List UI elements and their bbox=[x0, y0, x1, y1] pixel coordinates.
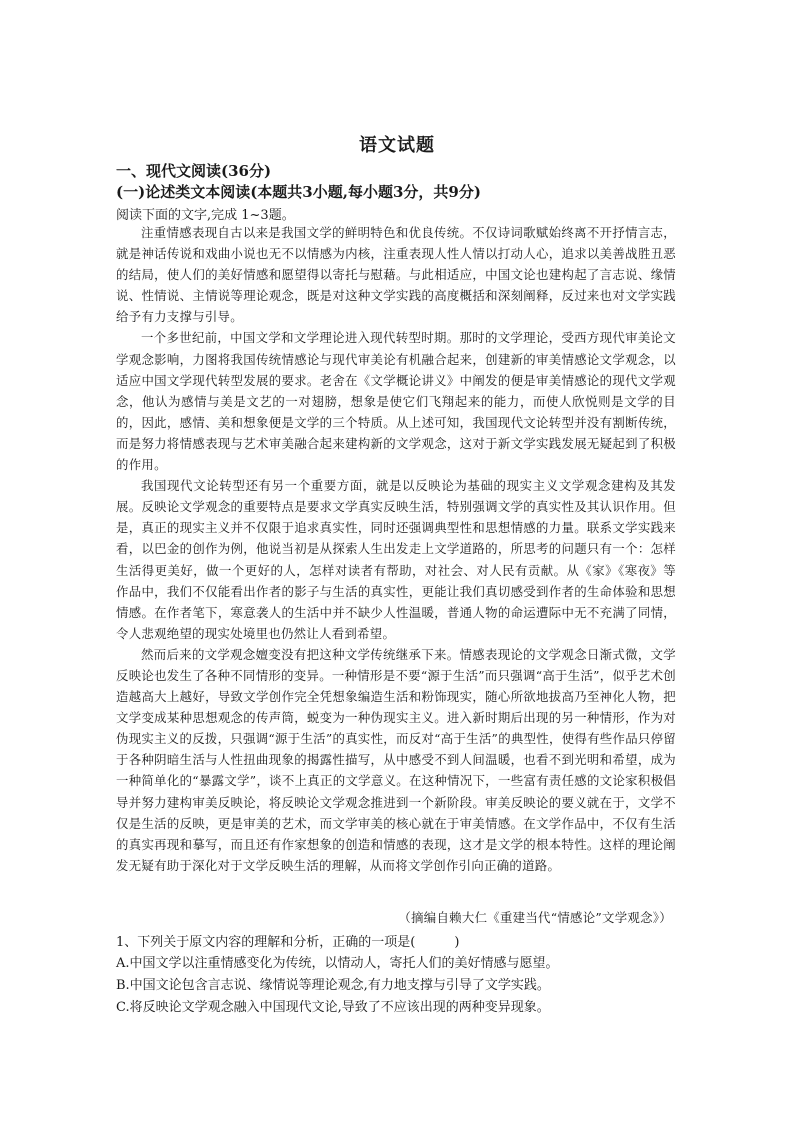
passage-paragraph: 我国现代文论转型还有另一个重要方面，就是以反映论为基础的现实主义文学观念建构及其发展。反映论文学观念的重要特点是要求文学真实反映生活，特别强调文学的真实性及其认识作用。但是，真正的现实主义并不仅限于追求真实性，同时还强调典型性和思想情感的力量。联系文学实践来看，以巴金的创作为例，他说当初是从探索人生出发走上文学道路的，所思考的问题只有一个：怎样生活得更美好，做一个更好的人，怎样对读者有帮助，对社会、对人民有贡献。从《家》《寒夜》等作品中，我们不仅能看出作者的影子与生活的真实性，更能让我们真切感受到作者的生命体验和思想情感。在作者笔下，寒意袭人的生活中并不缺少人性温暖，普通人物的命运遭际中无不充满了同情，令人悲观绝望的现实处境里也仍然让人看到希望。 bbox=[116, 478, 676, 641]
section-heading: 一、现代文阅读(36分) bbox=[116, 162, 272, 180]
reading-passage bbox=[116, 222, 676, 876]
option-a: A.中国文学以注重情感变化为传统，以情动人，寄托人们的美好情感与愿望。 bbox=[116, 956, 559, 971]
passage-source: （摘编自赖大仁《重建当代“情感论”文学观念》） bbox=[398, 910, 672, 925]
question-stem: 1、下列关于原文内容的理解和分析，正确的一项是( ) bbox=[116, 935, 460, 950]
subsection-heading: (一)论述类文本阅读(本题共3小题,每小题3分，共9分) bbox=[116, 183, 481, 201]
page-title: 语文试题 bbox=[359, 135, 435, 156]
passage-paragraph: 然而后来的文学观念嬗变没有把这种文学传统继承下来。情感表现论的文学观念日渐式微，文学反映论也发生了各种不同情形的变异。一种情形是不要“源于生活”而只强调“高于生活”，似乎艺术创造越高大上越好，导致文学创作完全凭想象编造生活和粉饰现实，随心所欲地拔高乃至神化人物，把文学变成某种思想观念的传声筒，蜕变为一种伪现实主义。进入新时期后出现的另一种情形，作为对伪现实主义的反拨，只强调“源于生活”的真实性，而反对“高于生活”的典型性，使得有些作品只停留于各种阴暗生活与人性扭曲现象的揭露性描写，从中感受不到人间温暖，也看不到光明和希望，成为一种简单化的“暴露文学”，谈不上真正的文学意义。在这种情况下，一些富有责任感的文论家积极倡导并努力建构审美反映论，将反映论文学观念推进到一个新阶段。审美反映论的要义就在于，文学不仅是生活的反映，更是审美的艺术，而文学审美的核心就在于审美情感。在文学作品中，不仅有生活的真实再现和摹写，而且还有作家想象的创造和情感的表现，这才是文学的根本特性。这样的理论阐发无疑有助于深化对于文学反映生活的理解，从而将文学创作引向正确的道路。 bbox=[116, 646, 676, 873]
option-b: B.中国文论包含言志说、缘情说等理论观念,有力地支撑与引导了文学实践。 bbox=[116, 978, 550, 993]
option-c: C.将反映论文学观念融入中国现代文论,导致了不应该出现的两种变异现象。 bbox=[116, 1000, 550, 1015]
passage-paragraph: 一个多世纪前，中国文学和文学理论进入现代转型时期。那时的文学理论，受西方现代审美论文学观念影响，力图将我国传统情感论与现代审美论有机融合起来，创建新的审美情感论文学观念，以适应中国文学现代转型发展的要求。老舍在《文学概论讲义》中阐发的便是审美情感论的现代文学观念，他认为感情与美是文艺的一对翅膀，想象是使它们飞翔起来的能力，而使人欣悦则是文学的目的，因此，感情、美和想象便是文学的三个特质。从上述可知，我国现代文论转型并没有割断传统，而是努力将情感表现与艺术审美融合起来建构新的文学观念，这对于新文学实践发展无疑起到了积极的作用。 bbox=[116, 330, 676, 473]
reading-instruction: 阅读下面的文字,完成 1~3题。 bbox=[116, 208, 295, 223]
passage-paragraph: 注重情感表现自古以来是我国文学的鲜明特色和优良传统。不仅诗词歌赋始终离不开抒情言志，就是神话传说和戏曲小说也无不以情感为内核，注重表现人性人情以打动人心，追求以美善战胜丑恶的结局，使人们的美好情感和愿望得以寄托与慰藉。与此相适应，中国文论也建构起了言志说、缘情说、性情说、主情说等理论观念，既是对这种文学实践的高度概括和深刻阐释，反过来也对文学实践给予有力支撑与引导。 bbox=[116, 225, 676, 325]
